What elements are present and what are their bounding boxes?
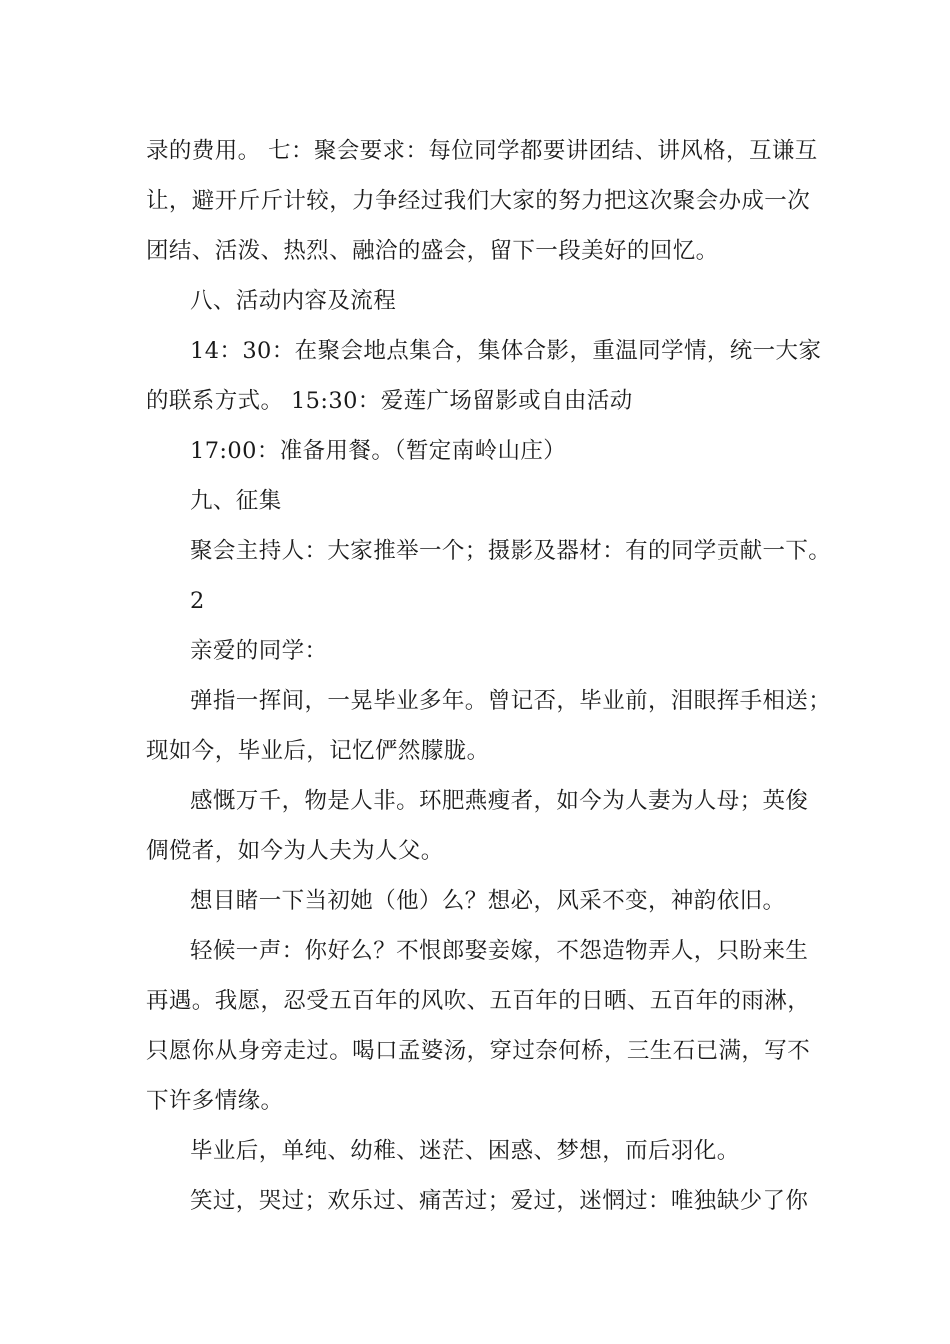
text-line-7: 17:00：准备用餐。（暂定南岭山庄）	[190, 438, 567, 464]
section-heading-8: 八、活动内容及流程	[190, 288, 397, 314]
text-line-20: 下许多情缘。	[146, 1088, 284, 1114]
text-line-3: 团结、活泼、热烈、融洽的盛会，留下一段美好的回忆。	[146, 238, 719, 264]
text-line-21: 毕业后，单纯、幼稚、迷茫、困惑、梦想，而后羽化。	[190, 1138, 740, 1164]
text-line-22: 笑过，哭过；欢乐过、痛苦过；爱过，迷惘过：唯独缺少了你	[190, 1188, 809, 1214]
text-line-19: 只愿你从身旁走过。喝口孟婆汤，穿过奈何桥，三生石已满，写不	[146, 1038, 811, 1064]
text-line-18: 再遇。我愿，忍受五百年的风吹、五百年的日晒、五百年的雨淋，	[146, 988, 811, 1014]
greeting-line: 亲爱的同学：	[190, 638, 328, 664]
text-line-12: 弹指一挥间，一晃毕业多年。曾记否，毕业前，泪眼挥手相送；	[190, 688, 832, 714]
text-line-16: 想目睹一下当初她（他）么？想必，风采不变，神韵依旧。	[190, 888, 786, 914]
text-line-14: 感慨万千，物是人非。环肥燕瘦者，如今为人妻为人母；英俊	[190, 788, 809, 814]
section-heading-9: 九、征集	[190, 488, 282, 514]
text-line-2: 让，避开斤斤计较，力争经过我们大家的努力把这次聚会办成一次	[146, 188, 811, 214]
text-line-1: 录的费用。 七：聚会要求：每位同学都要讲团结、讲风格，互谦互	[146, 138, 818, 164]
section-number: 2	[190, 588, 205, 614]
text-line-5: 14：30：在聚会地点集合，集体合影，重温同学情，统一大家	[190, 338, 822, 364]
text-line-17: 轻候一声：你好么？不恨郎娶妾嫁，不怨造物弄人，只盼来生	[190, 938, 809, 964]
text-line-15: 倜傥者，如今为人夫为人父。	[146, 838, 444, 864]
text-line-9: 聚会主持人：大家推举一个；摄影及器材：有的同学贡献一下。	[190, 538, 832, 564]
text-line-6: 的联系方式。 15:30：爱莲广场留影或自由活动	[146, 388, 633, 414]
text-line-13: 现如今，毕业后，记忆俨然朦胧。	[146, 738, 490, 764]
